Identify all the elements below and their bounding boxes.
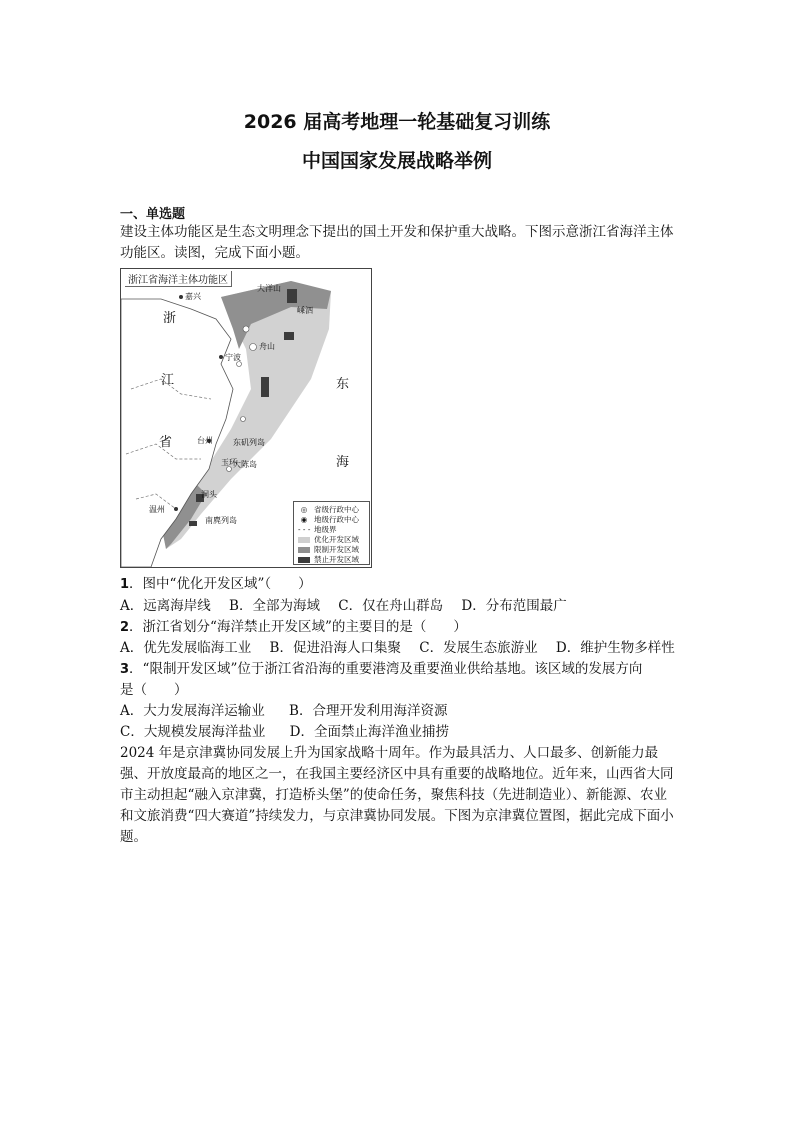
map-label-sea-1: 东 [336,377,350,392]
dot-icon: ◉ [300,515,308,524]
option[interactable]: A．远离海岸线 [120,598,211,614]
question-3-options-row1 [120,701,461,722]
map-label-sea-2: 海 [336,455,350,470]
section-heading: 一、单选题 [120,207,186,222]
legend-item: 限制开发区域 [298,544,359,555]
option[interactable]: B．合理开发利用海洋资源 [289,703,448,719]
option[interactable]: D．分布范围最广 [461,598,567,614]
question-2: 2．浙江省划分“海洋禁止开发区域”的主要目的是（ ） [120,619,467,635]
legend-item: ◉ 地级行政中心 [298,514,359,525]
legend-item: 禁止开发区域 [298,554,359,565]
map-place-label: 台州 [197,436,213,445]
option[interactable]: C．发展生态旅游业 [419,640,538,656]
option[interactable]: A．优先发展临海工业 [120,640,252,656]
question-1-options [120,596,581,617]
map-place-label: 嵊泗 [297,306,313,315]
map-title: 浙江省海洋主体功能区 [125,271,232,287]
option[interactable]: A．大力发展海洋运输业 [120,703,265,719]
option[interactable]: C．大规模发展海洋盐业 [120,724,266,740]
map-label-province-2: 江 [161,373,175,388]
option[interactable]: D．全面禁止海洋渔业捕捞 [289,724,449,740]
swatch-prohibited [298,557,310,563]
question-3: 3．“限制开发区域”位于浙江省沿海的重要港湾及重要渔业供给基地。该区域的发展方向 [120,661,643,677]
question-1: 1．图中“优化开发区域”（ ） [120,576,312,592]
map-place-label: 洞头 [201,490,217,499]
map-label-province-1: 浙 [163,311,177,326]
swatch-restricted [298,547,310,553]
option[interactable]: B．全部为海域 [229,598,320,614]
map-place-label: 嘉兴 [185,292,201,301]
document-subtitle: 中国国家发展战略举例 [301,150,492,172]
map-label-province-3: 省 [159,435,173,450]
map-place-label: 大洋山 [257,284,281,293]
question-3-continued: 是（ ） [120,682,188,698]
zhejiang-marine-map [120,268,372,568]
map-place-label: 舟山 [259,342,275,351]
question-2-options [120,638,689,659]
map-legend [293,501,370,565]
legend-item: 优化开发区域 [298,534,359,545]
passage-2: 2024 年是京津冀协同发展上升为国家战略十周年。作为最具活力、人口最多、创新能力最强、开放度最高的地区之一，在我国主要经济区中具有重要的战略地位。近年来，山西省大同市主动担起“融入京津冀，打造桥头堡”的使命任务，聚焦科技（先进制造业）、新能源、农业和文旅消费“四大赛道”持续发力，与京津冀协同发展。下图为京津冀位置图，据此完成下面小题。 [120,745,674,845]
option[interactable]: B．促进沿海人口集聚 [269,640,401,656]
star-circle-icon: ◎ [300,505,308,514]
map-place-label: 东矶列岛 [233,438,265,447]
map-place-label: 宁波 [225,353,241,362]
legend-item: - - - 地级界 [298,525,337,534]
map-place-label: 玉环 [221,458,237,467]
map-place-label: 大陈岛 [233,460,257,469]
document-title: 2026 届高考地理一轮基础复习训练 [243,111,551,133]
legend-item: ◎ 省级行政中心 [298,504,359,515]
swatch-optimized [298,537,310,543]
intro-paragraph: 建设主体功能区是生态文明理念下提出的国土开发和保护重大战略。下图示意浙江省海洋主体功能区。读图，完成下面小题。 [120,224,674,261]
map-place-label: 温州 [149,505,165,514]
question-3-options-row2 [120,722,463,743]
map-place-label: 南麂列岛 [205,516,237,525]
option[interactable]: C．仅在舟山群岛 [338,598,444,614]
dash-icon: - - - [298,525,311,534]
option[interactable]: D．维护生物多样性 [555,640,675,656]
